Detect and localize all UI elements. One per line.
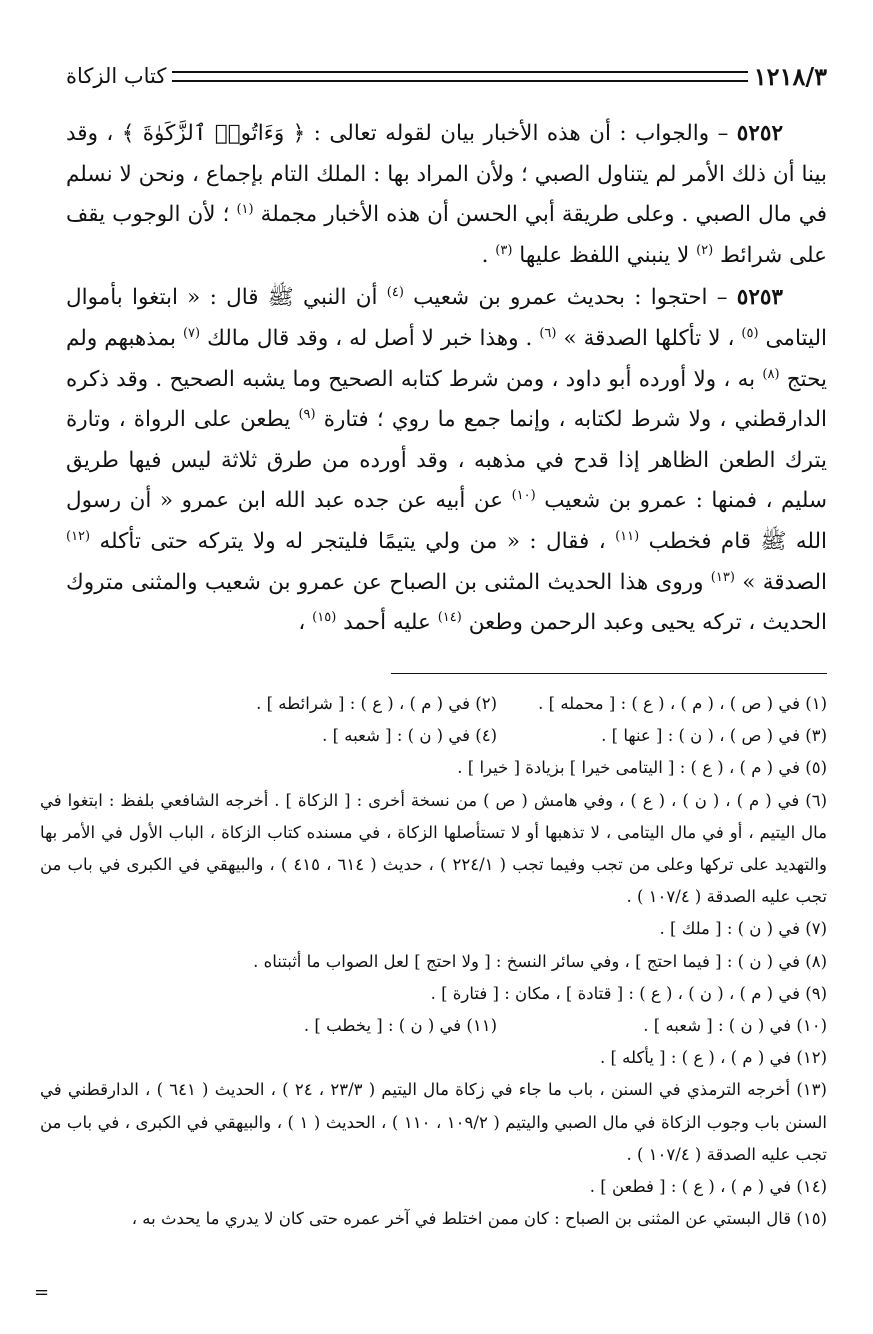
- footnote-9: (٩) في ( م ) ، ( ن ) ، ( ع ) : [ قتادة ] ، مكان : [ فتارة ] .: [430, 983, 827, 1003]
- text-run: ؛ لأن الوجوب يقف على شرائط: [66, 202, 827, 268]
- text-run: ، فقال : « من ولي يتيمًا فليتجر له ولا يتركه حتى تأكله: [99, 528, 616, 554]
- footnote-ref: (٣): [495, 242, 513, 258]
- footnote-ref: (٤): [386, 285, 404, 301]
- header-rule: [172, 71, 747, 82]
- paragraph-5252: [66, 114, 827, 276]
- footnote-ref: (١١): [615, 528, 640, 544]
- footnote-ref: (١٣): [710, 569, 735, 585]
- footnote-10: (١٠) في ( ن ) : [ شعبه ] .: [643, 1016, 827, 1036]
- footnote-8: (٨) في ( ن ) : [ فيما احتج ] ، وفي سائر النسخ : [ ولا احتج ] لعل الصواب ما أثبتناه .: [253, 951, 827, 971]
- paragraph-number: ٥٢٥٣: [736, 285, 783, 311]
- paragraph-number: ٥٢٥٢: [736, 121, 783, 146]
- footnote-separator: [391, 673, 827, 674]
- paragraph-5253: [66, 278, 827, 643]
- footnote-3: (٣) في ( ص ) ، ( ن ) : [ عنها ] .: [601, 726, 827, 746]
- footnote-11: (١١) في ( ن ) : [ يخطب ] .: [303, 1016, 497, 1036]
- text-run: به ، ولا أورده أبو داود ، ومن شرط كتابه الصحيح وما يشبه الصحيح . وقد ذكره الدارقطني ، ولا شرط لكتابه ، وإنما جمع ما روي ؛ فتارة: [66, 366, 827, 433]
- footnotes: [40, 688, 827, 1235]
- text-run: عن أبيه عن جده عبد الله ابن عمرو « أن رسول الله ﷺ قام فخطب: [66, 488, 827, 554]
- footnote-6: (٦) في ( م ) ، ( ن ) ، ( ع ) ، وفي هامش ( ص ) من نسخة أخرى : [ الزكاة ] . أخرجه الشافعي بلفظ : ابتغوا في مال اليتيم ، أو في مال اليتامى ، لا تذهبها أو لا تستأصلها الزكاة ، في مسنده كتاب الزكاة ، الباب الأول في الأمر بها والتهديد على تركها وعلى من تجب وفيما تجب ( ٢٢٤/١ ) ، حديث ( ٦١٤ ، ٤١٥ ) ، والبيهقي في الكبرى في باب من تجب عليه الصدقة ( ١٠٧/٤ ) .: [40, 790, 827, 907]
- text-run: ، لا تأكلها الصدقة »: [563, 325, 742, 351]
- footnote-ref: (١٢): [66, 528, 91, 544]
- footnote-ref: (٨): [762, 366, 780, 382]
- footnote-ref: (٦): [539, 325, 557, 341]
- footnote-13: (١٣) أخرجه الترمذي في السنن ، باب ما جاء في زكاة مال اليتيم ( ٢٣/٣ ، ٢٤ ) ، الحديث ( ٦٤١ ) ، الدارقطني في السنن باب وجوب الزكاة في مال الصبي واليتيم ( ١٠٩/٢ ، ١١٠ ) ، الحديث ( ١ ) ، والبيهقي في الكبرى ، في باب من تجب عليه الصدقة ( ١٠٧/٤ ) .: [40, 1080, 827, 1164]
- footnote-12: (١٢) في ( م ) ، ( ع ) : [ يأكله ] .: [599, 1048, 827, 1068]
- footnote-ref: (٩): [298, 407, 316, 423]
- book-title: كتاب الزكاة: [66, 64, 167, 88]
- footnote-row: [40, 720, 827, 752]
- footnote-7: (٧) في ( ن ) : [ ملك ] .: [659, 919, 827, 939]
- text-run: . وهذا خبر لا أصل له ، وقد قال مالك: [207, 325, 540, 351]
- text-run: لا ينبني اللفظ عليها: [519, 242, 697, 268]
- footnote-15: (١٥) قال البستي عن المثنى بن الصباح : كان ممن اختلط في آخر عمره حتى كان لا يدري ما يحدث به ،: [131, 1209, 827, 1229]
- main-text: [66, 114, 827, 644]
- continuation-mark: =: [34, 1282, 50, 1303]
- text-run: – احتجوا : بحديث عمرو بن شعيب: [413, 285, 737, 311]
- footnote-ref: (٧): [182, 325, 201, 341]
- text-run: وروى هذا الحديث المثنى بن الصباح عن عمرو بن شعيب والمثنى متروك الحديث ، تركه يحيى وعبد الرحمن وطعن: [66, 569, 827, 636]
- footnote-row: [40, 1010, 827, 1042]
- text-run: الصدقة »: [742, 569, 827, 595]
- footnote-row: [40, 688, 827, 720]
- footnote-4: (٤) في ( ن ) : [ شعبه ] .: [322, 726, 497, 746]
- text-run: ،: [298, 610, 313, 636]
- text-run: عليه أحمد: [343, 610, 438, 636]
- text-run: – والجواب : أن هذه الأخبار بيان لقوله تعالى : ﴿ وَءَاتُوا۟ ٱلزَّكَوٰةَ ﴾ ، وقد بينا أن ذلك الأمر لم يتناول الصبي ؛ ولأن المراد بها : الملك التام بإجماع ، ونحن لا نسلم في مال الصبي . وعلى طريقة أبي الحسن أن هذه الأخبار مجملة: [66, 121, 828, 228]
- footnote-2: (٢) في ( م ) ، ( ع ) : [ شرائطه ] .: [256, 694, 497, 713]
- text-run: يطعن على الرواة ، وتارة يترك الطعن الظاهر إذا قدح في مذهبه ، وقد أورده من طرق ثلاثة ليس فيها طريق سليم ، فمنها : عمرو بن شعيب: [66, 407, 827, 514]
- footnote-ref: (٥): [741, 325, 759, 341]
- text-run: أن النبي ﷺ قال : « ابتغوا بأموال اليتامى: [66, 285, 828, 351]
- footnote-ref: (١): [236, 202, 254, 218]
- footnote-5: (٥) في ( م ) ، ( ع ) : [ اليتامى خيرا ] بزيادة [ خيرا ] .: [457, 758, 827, 778]
- page-number: ١٢١٨/٣: [753, 61, 827, 91]
- footnote-14: (١٤) في ( م ) ، ( ع ) : [ فطعن ] .: [589, 1177, 827, 1197]
- page-header: [66, 58, 827, 94]
- footnote-ref: (٢): [696, 242, 714, 258]
- footnote-1: (١) في ( ص ) ، ( م ) ، ( ع ) : [ محمله ] .: [538, 694, 827, 713]
- text-run: بمذهبهم ولم يحتج: [66, 325, 827, 392]
- footnote-ref: (١٥): [312, 610, 337, 626]
- footnote-ref: (١٠): [511, 488, 536, 504]
- footnote-ref: (١٤): [437, 610, 462, 626]
- text-run: .: [481, 242, 496, 268]
